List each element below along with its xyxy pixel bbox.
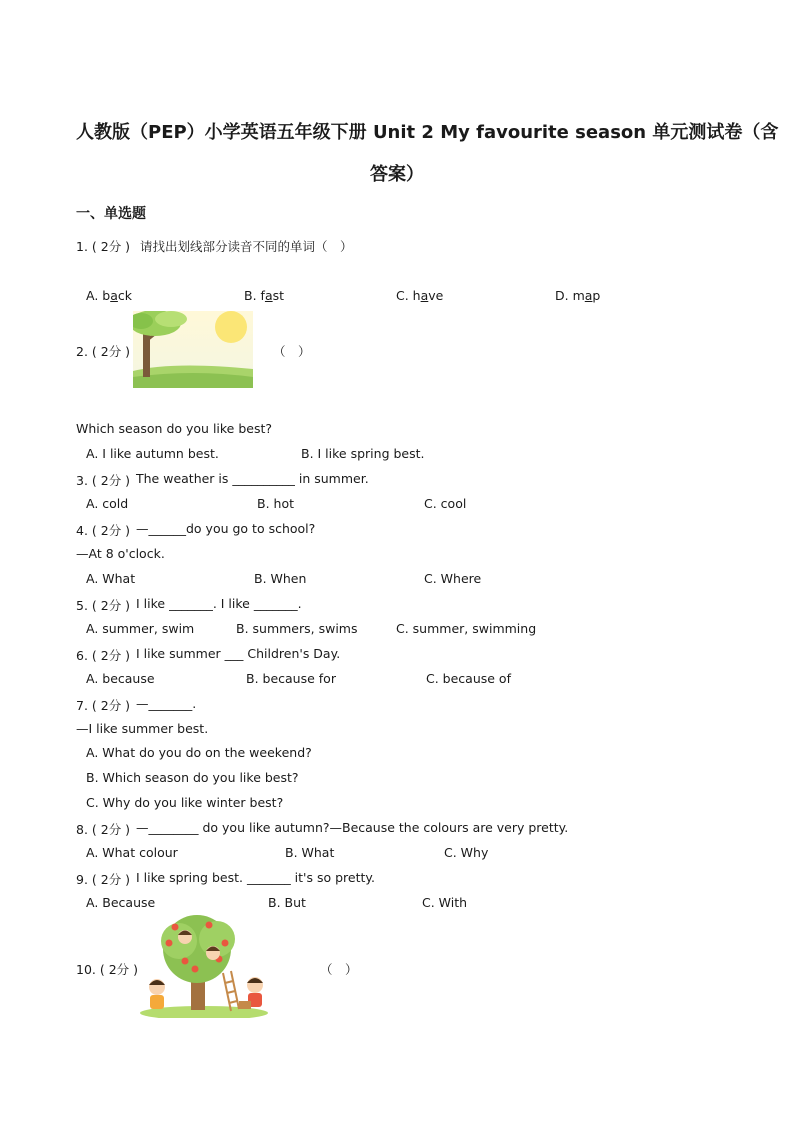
q6-option-c[interactable]: C. because of [426,671,511,686]
q10-number: 10. ( 2分 ) [76,962,139,977]
q8-option-a[interactable]: A. What colour [86,845,178,860]
apple-tree-children-image [139,913,269,1018]
q4-text: —______do you go to school? [136,521,316,536]
q8-number: 8. ( 2分 ) [76,822,131,837]
page-title: 人教版（PEP）小学英语五年级下册 Unit 2 My favourite season 单元测试卷（含 [76,122,779,143]
q5-option-a[interactable]: A. summer, swim [86,621,195,636]
q6-text: I like summer ___ Children's Day. [136,646,341,661]
q5-text: I like _______. I like _______. [136,596,302,611]
q5-option-b[interactable]: B. summers, swims [236,621,358,636]
q4-option-c[interactable]: C. Where [424,571,482,586]
q5-option-c[interactable]: C. summer, swimming [396,621,537,636]
q7-option-a[interactable]: A. What do you do on the weekend? [86,745,312,760]
q1-option-b[interactable]: B. fast [244,288,285,303]
q5-number: 5. ( 2分 ) [76,598,131,613]
q8-option-b[interactable]: B. What [285,845,335,860]
q4-option-b[interactable]: B. When [254,571,307,586]
q2-option-b[interactable]: B. I like spring best. [301,446,425,461]
q9-option-c[interactable]: C. With [422,895,468,910]
q6-number: 6. ( 2分 ) [76,648,131,663]
q4-answer-line: —At 8 o'clock. [76,546,165,561]
q8-text: —________ do you like autumn?—Because the colours are very pretty. [136,820,569,835]
q7-text: —_______. [136,696,197,711]
q1-option-c[interactable]: C. have [396,288,444,303]
q10-answer-blank: （ ） [320,962,358,977]
page-title-cont: 答案） [370,164,424,185]
q9-number: 9. ( 2分 ) [76,872,131,887]
q7-option-b[interactable]: B. Which season do you like best? [86,770,299,785]
spring-tree-image [133,311,253,388]
q2-text: Which season do you like best? [76,421,273,436]
q7-option-c[interactable]: C. Why do you like winter best? [86,795,284,810]
q8-option-c[interactable]: C. Why [444,845,489,860]
q3-option-b[interactable]: B. hot [257,496,294,511]
q7-answer-line: —I like summer best. [76,721,209,736]
q9-option-b[interactable]: B. But [268,895,306,910]
q2-option-a[interactable]: A. I like autumn best. [86,446,219,461]
q4-number: 4. ( 2分 ) [76,523,131,538]
q6-option-b[interactable]: B. because for [246,671,336,686]
q1-number: 1. ( 2分 ) [76,239,131,254]
q9-option-a[interactable]: A. Because [86,895,156,910]
q6-option-a[interactable]: A. because [86,671,155,686]
q4-option-a[interactable]: A. What [86,571,136,586]
q3-option-a[interactable]: A. cold [86,496,129,511]
q9-text: I like spring best. _______ it's so pretty. [136,870,375,885]
q1-text: 请找出划线部分读音不同的单词（ ） [140,239,353,254]
q2-number: 2. ( 2分 ) [76,344,131,359]
q1-option-a[interactable]: A. back [86,288,133,303]
q3-text: The weather is __________ in summer. [136,471,369,486]
q7-number: 7. ( 2分 ) [76,698,131,713]
q1-option-d[interactable]: D. map [555,288,601,303]
q3-number: 3. ( 2分 ) [76,473,131,488]
q2-answer-blank: （ ） [273,344,311,359]
q3-option-c[interactable]: C. cool [424,496,467,511]
section-heading: 一、单选题 [76,206,146,222]
